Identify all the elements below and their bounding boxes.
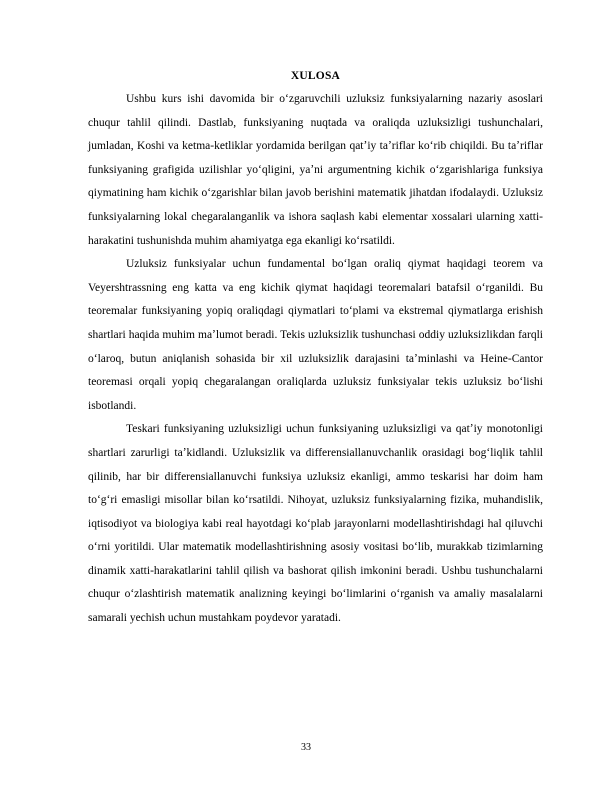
page-number: 33	[301, 742, 311, 753]
paragraph-3: Teskari funksiyaning uzluksizligi uchun funksiyaning uzluksizligi va qatʼiy monotonligi shartlari zarurligi taʼkidlandi. Uzluksizlik va differensiallanuvchanlik orasidagi bogʻliqlik tahlil qilinib, har bir differensiallanuvchi funksiya uzluksiz ekanligi, ammo teskarisi har doim ham toʻgʻri emasligi misollar bilan koʻrsatildi. Nihoyat, uzluksiz funksiyalarning fizika, muhandislik, iqtisodiyot va biologiya kabi real hayotdagi koʻplab jarayonlarni modellashtirishdagi hal qiluvchi oʻrni yoritildi. Ular matematik modellashtirishning asosiy vositasi boʻlib, murakkab tizimlarning dinamik xatti-harakatlarini tahlil qilish va bashorat qilish imkonini beradi. Ushbu tushunchalarni chuqur oʻzlashtirish matematik analizning keyingi boʻlimlarini oʻrganish va amaliy masalalarni samarali yechish uchun mustahkam poydevor yaratadi.	[88, 423, 543, 625]
section-title: XULOSA	[290, 70, 341, 82]
paragraph-2: Uzluksiz funksiyalar uchun fundamental boʻlgan oraliq qiymat haqidagi teorem va Veyershtrassning eng katta va eng kichik qiymat haqidagi teoremalari batafsil oʻrganildi. Bu teoremalar funksiyaning yopiq oraliqdagi qiymatlari toʻplami va ekstremal qiymatlarga erishish shartlari haqida muhim maʼlumot beradi. Tekis uzluksizlik tushunchasi oddiy uzluksizlikdan farqli oʻlaroq, butun aniqlanish sohasida bir xil uzluksizlik darajasini taʼminlashi va Heine-Cantor teoremasi orqali yopiq chegaralangan oraliqlarda uzluksiz funksiyalar tekis uzluksiz boʻlishi isbotlandi.	[88, 258, 543, 412]
paragraph-1: Ushbu kurs ishi davomida bir oʻzgaruvchili uzluksiz funksiyalarning nazariy asoslari chuqur tahlil qilindi. Dastlab, funksiyaning nuqtada va oraliqda uzluksizligi tushunchalari, jumladan, Koshi va ketma-ketliklar yordamida berilgan qatʼiy taʼriflar koʻrib chiqildi. Bu taʼriflar funksiyaning grafigida uzilishlar yoʻqligini, yaʼni argumentning kichik oʻzgarishlariga funksiya qiymatining ham kichik oʻzgarishlar bilan javob berishini matematik jihatdan ifodalaydi. Uzluksiz funksiyalarning lokal chegaralanganlik va ishora saqlash kabi elementar xossalari ularning xatti-harakatini tushunishda muhim ahamiyatga ega ekanligi koʻrsatildi.	[88, 93, 543, 247]
document-page	[88, 68, 543, 631]
